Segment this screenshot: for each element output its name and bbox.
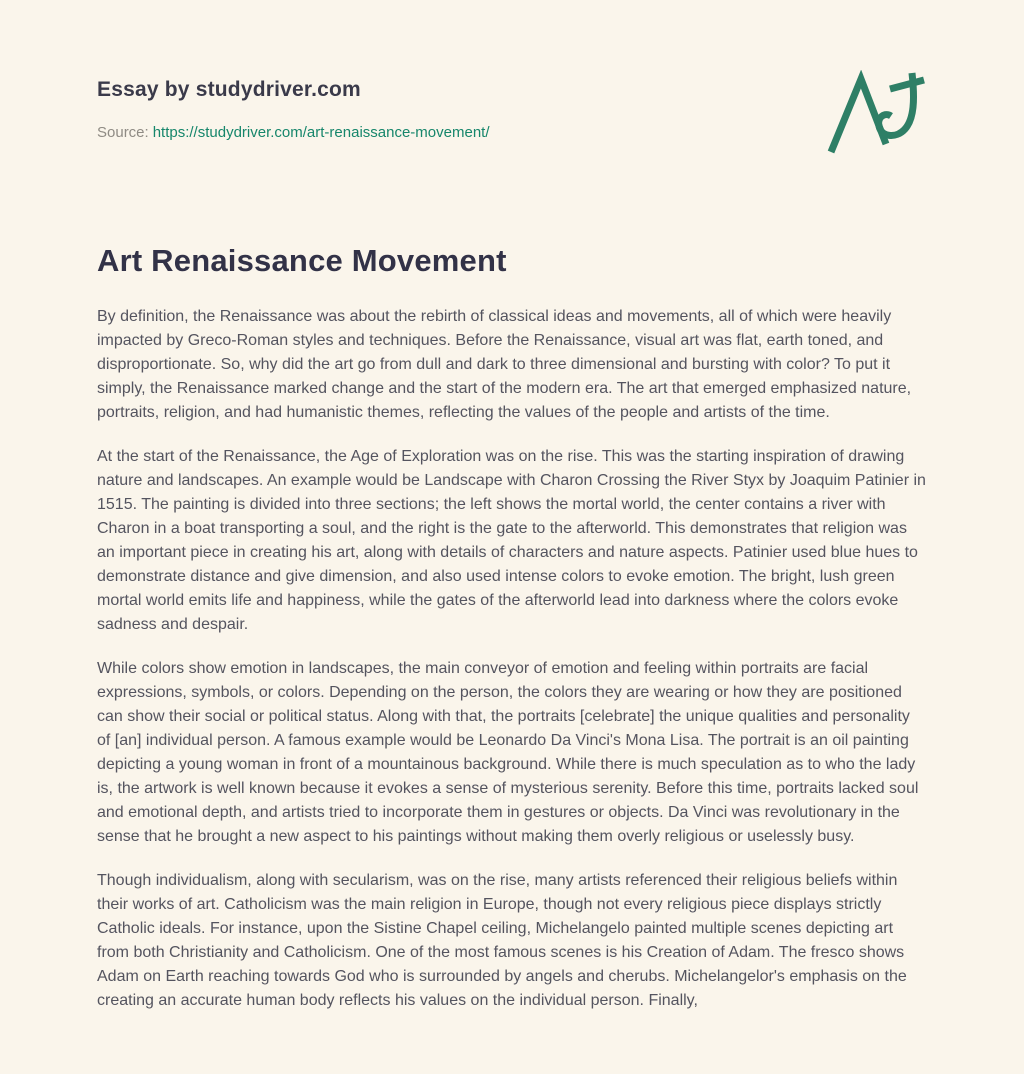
page-title: Art Renaissance Movement: [97, 243, 507, 278]
source-url-link[interactable]: https://studydriver.com/art-renaissance-movement/: [152, 124, 490, 141]
paragraph-3: While colors show emotion in landscapes, the main conveyor of emotion and feeling within portraits are facial expressions, symbols, or colors. Depending on the person, the colors they are wearing or how they are positioned can show their social or political status. Along with that, the portraits [celebrate] the unique qualities and personality of [an] individual person. A famous example would be Leonardo Da Vinci's Mona Lisa. The portrait is an oil painting depicting a young woman in front of a mountainous background. While there is much speculation as to who the lady is, the artwork is well known because it evokes a sense of mysterious serenity. Before this time, portraits lacked soul and emotional depth, and artists tried to incorporate them in gestures or objects. Da Vinci was revolutionary in the sense that he brought a new aspect to his paintings without making them overly religious or uselessly busy.: [97, 660, 919, 845]
paragraph-2: At the start of the Renaissance, the Age of Exploration was on the rise. This was the starting inspiration of drawing nature and landscapes. An example would be Landscape with Charon Crossing the River Styx by Joaquim Patinier in 1515. The painting is divided into three sections; the left shows the mortal world, the center contains a river with Charon in a boat transporting a soul, and the right is the gate to the afterworld. This demonstrates that religion was an important piece in creating his art, along with details of characters and nature aspects. Patinier used blue hues to demonstrate distance and give dimension, and also used intense colors to evoke emotion. The bright, lush green mortal world emits life and happiness, while the gates of the afterworld lead into darkness where the colors evoke sadness and despair.: [97, 448, 926, 633]
byline: Essay by studydriver.com: [97, 78, 361, 101]
source-label: Source:: [97, 124, 149, 141]
paragraph-4: Though individualism, along with secularism, was on the rise, many artists referenced their religious beliefs within their works of art. Catholicism was the main religion in Europe, though not every religious piece displays strictly Catholic ideals. For instance, upon the Sistine Chapel ceiling, Michelangelo painted multiple scenes depicting art from both Christianity and Catholicism. One of the most famous scenes is his Creation of Adam. The fresco shows Adam on Earth reaching towards God who is surrounded by angels and cherubs. Michelangelor's emphasis on the creating an accurate human body reflects his values on the individual person. Finally,: [97, 872, 907, 1009]
article-body: [97, 305, 927, 1013]
studydriver-logo-icon: [824, 70, 928, 162]
studydriver-logo: [824, 70, 928, 162]
paragraph-1: By definition, the Renaissance was about the rebirth of classical ideas and movements, all of which were heavily impacted by Greco-Roman styles and techniques. Before the Renaissance, visual art was flat, earth toned, and disproportionate. So, why did the art go from dull and dark to three dimensional and bursting with color? To put it simply, the Renaissance marked change and the start of the modern era. The art that emerged emphasized nature, portraits, religion, and had humanistic themes, reflecting the values of the people and artists of the time.: [97, 308, 912, 421]
source-line: [97, 124, 927, 141]
